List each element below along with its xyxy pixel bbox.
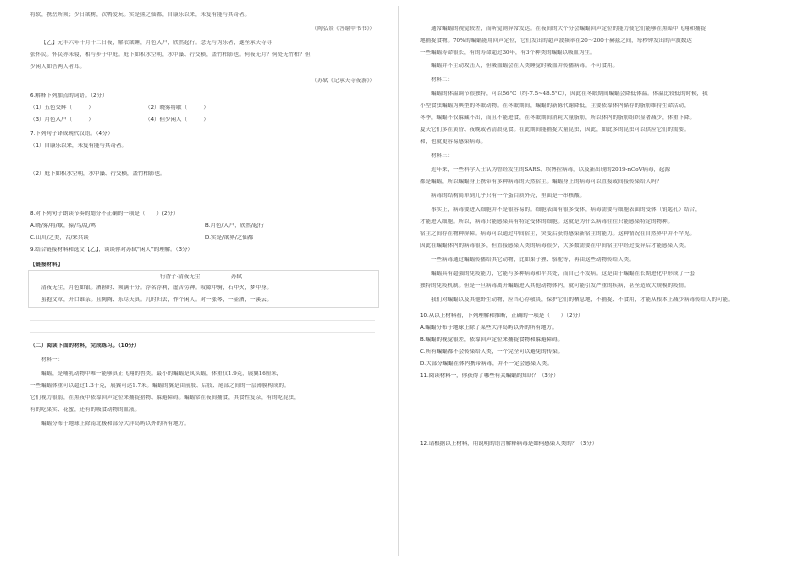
question-12: 12.请根据以上材料，用说明的语言解释病毒是如何感染人类的？（3分） [420,441,598,447]
question-8-option-c: C.山川/之美，古/来共谈 [30,235,89,241]
poem-author: 苏轼 [231,274,243,280]
material-3-line-1: 近年来，一些科学人士认为曾经发生的SARS、埃博拉病毒，以及新出现的2019-nCoV病毒，起源 [431,167,671,173]
question-10-option-a: A.蝙蝠分布于地球上除了某些大洋岛屿以外的所有地方。 [420,325,558,331]
passage-b-line-2: 张怀民。怀民亦未寝，相与步于中庭。庭下如积水空明，水中藻、荇交横，盖竹柏影也。何夜无月？何处无竹柏？但 [30,52,311,58]
material-1-para-line-4: 有的吃果实、花蜜，还有的吸食动物的血液。 [30,407,141,413]
material-3-line-7: 因此在蝙蝠体内的病毒很多，但直接感染人类的病毒很少，大多数需要在中间宿主中经过变异后才能感染人类。 [420,243,690,249]
section-2-heading: （二）阅读下面的材料，完成练习。（10分） [30,343,140,349]
material-3-line-11: 我们对蝙蝠以及其他野生动物，应当心存敬畏，保护它们的栖息地，不捕捉、不食用，才能从根本上减少病毒传给人的可能。 [431,297,734,303]
material-1-para-line-2: 一些蝙蝠体重可以超过1.3千克，展翼可达1.7米。蝙蝠的翼是由前肢、后肢、尾部之间的一层薄膜构成的。 [30,383,290,389]
answer-line [30,332,375,333]
material-3-line-8: 一些病毒通过蝙蝠传播给其它动物，比如果子狸、骆驼等，再由这些动物传给人类。 [431,257,635,263]
material-2-line-4: 夏天它们多在黄昏、夜晚或者清晨觅食。在此期间能捕捉大量昆虫，因此，如此多的昆虫可以供应它们的需要。 [420,127,690,133]
poem-line-2: 虽抱文章，开口谁亲。且陶陶、乐尽天真。几时归去，作个闲人。对一张琴，一壶酒，一溪云。 [41,297,273,303]
question-10: 10.从以上材料看，下列理解和推断，正确的一项是（ ）（2分） [420,313,584,319]
question-7-sentence-1: （1）自康乐以来，未复有能与其奇者。 [30,143,128,149]
question-6-item-1: （1）五色交辉（ ） [30,105,95,111]
material-3-line-3: 病毒的结构简单到几乎只有一个蛋白质外壳，里面是一串核酸。 [431,193,586,199]
link-material-title: 【链接材料】 [30,262,64,268]
material-1-para-line-5: 蝙蝠分布于地球上除南北极和部分大洋岛屿以外的所有地方。 [41,421,190,427]
passage-b-source: （苏轼《记承天寺夜游》） [311,78,375,84]
poem-line-1: 清夜无尘，月色如银。酒斟时、须满十分。浮名浮利，虚苦劳神。叹隙中驹，石中火，梦中身。 [41,285,273,291]
material-1-cont-line-4: 蝙蝠并不主动攻击人，但吸血蝠会在人类睡觉时吸血并传播病毒。不可食用。 [431,63,619,69]
passage-b-line-1: 【乙】元丰六年十月十二日夜，解衣欲睡，月色入户，欣然起行。念无与为乐者，遂至承天寺寻 [41,40,273,46]
material-1-para-line-3: 它们视力很弱，在黑夜中依靠回声定位来捕捉猎物、躲避障碍。蝙蝠常在夜间捕食，其食性复杂，有的吃昆虫， [30,395,300,401]
material-3-line-6: 宿主之间存在物种屏障。病毒可以通过中间宿主，突变后获得感染新宿主的能力。这种情况在自然界中并不罕见。 [420,231,696,237]
material-1-cont-line-1: 通常蝙蝠的视觉较差，而听觉则异常发达。在夜间的大个分会蝙蝠回声定位的能力使它们能够在黑暗中飞翔和捕捉 [431,26,707,32]
material-3-line-9: 蝙蝠具有超强的免疫能力，它能与多种病毒和平共处，而自己不发病。这是由于蝙蝠在长期进化中形成了一套 [431,271,696,277]
material-2-line-5: 和，也就更容易感染病毒。 [420,139,487,145]
passage-a-tail: 将软，携岳所须；少日欲树，次鸭爱玩。实是熊之仙都，自康乐以来，未复有能与其奇者。 [30,12,251,18]
material-3-line-2: 都是蝙蝠，所以蝙蝠身上携带有多种病毒的天然宿主。蝙蝠身上的病毒可以直接或间接传染给人吗？ [420,179,663,185]
question-10-option-c: C.所有蝙蝠都不会传染给人类，一个完全可以避免的传染。 [420,349,564,355]
question-10-option-d: D.大部分蝙蝠在体内携带病毒，并不一定会感染人类。 [420,361,553,367]
material-3-line-4: 事实上，病毒要进入细胞并不是很容易的。细胞表面有很多受体，病毒需要与细胞表面的受体（钥匙孔）结合， [431,207,701,213]
question-8-option-d: D.实是/欲界/之仙都 [205,235,254,241]
material-2-label: 材料二： [431,77,454,83]
material-1-cont-line-2: 地捕捉食物。70%的蝙蝠能用回声定位，它们发出的超声波频率在20～200千赫兹之间，每秒钟发出的声波数达 [420,38,692,44]
question-8-option-a: A.晓/雾/将/歇，猿/鸟/乱/鸣 [30,223,97,229]
passage-a-source: （陶弘景《答谢中书书》） [311,26,375,32]
question-7-sentence-2: （2）庭下如积水空明，水中藻、荇交横，盖竹柏影也。 [30,171,166,177]
material-3-line-5: 才能进入细胞。所以，病毒只能感染具有特定受体的细胞。这就是为什么病毒往往只能感染特定的物种。 [420,219,674,225]
question-6: 6.解释下列加点的词语。（2分） [30,93,108,99]
material-2-line-3: 冬季，蝙蝠不仅躲藏不出，而且不能进食，在冬眠期间消耗大量脂肪，所以体内的脂肪组织显著减少，体重下降。 [420,115,696,121]
answer-line [30,320,375,321]
material-3-label: 材料三： [431,153,454,159]
question-11: 11.阅读材料一，你获得了哪些有关蝙蝠的知识？（3分） [420,373,559,379]
question-6-item-4: （4）但少闲人（ ） [145,117,210,123]
material-3-line-10: 独特的免疫机制。但是一旦病毒离开蝙蝠进入其他动物体内，就可能引发严重的疾病，甚至造成大规模的疫情。 [420,283,690,289]
poem-title: 行香子·清夜无尘 [160,274,201,280]
question-6-item-3: （3）月色入户（ ） [30,117,95,123]
question-10-option-b: B.蝙蝠的视觉很差，依靠回声定位来捕捉食物和躲避障碍。 [420,337,564,343]
passage-b-line-3: 少闲人如吾两人者耳。 [30,64,86,70]
question-8-option-b: B.月色/入户，欣然/起行 [205,223,264,229]
material-2-line-2: 小型食虫蝙蝠为典型的冬眠动物。在冬眠期间，蝙蝠的新陈代谢降低，主要依靠体内储存的脂肪维持生命活动， [420,103,690,109]
material-2-line-1: 蝙蝠的体温调节很独特，可以56°C（约-7.5~48.5°C），因此在冬眠期间蝙蝠会降低体温。体温比较低的时候，我 [431,91,708,97]
question-7: 7.下列句子译成现代汉语。（4分） [30,131,113,137]
material-1-label: 材料一： [41,357,64,363]
material-1-para-line-1: 蝙蝠，是哺乳动物中唯一能够真正飞翔的兽类。最小的蝙蝠是凤头蝠，体重仅1.9克，展翼16厘米， [41,371,283,377]
column-divider [398,6,399,556]
question-8: 8.对下列句子朗读节奏的划分不正确的一项是（ ）(2分） [30,211,179,217]
material-1-cont-line-3: 一些蝙蝠寿命很长，有的寿命超过30年，有3个种类的蝙蝠以吸血为生。 [420,50,596,56]
question-9: 9.结合链接材料和选文【乙】，谈谈你对苏轼“闲人”的理解。（3分） [30,247,193,253]
question-6-item-2: （2）晓雾将歇（ ） [145,105,210,111]
